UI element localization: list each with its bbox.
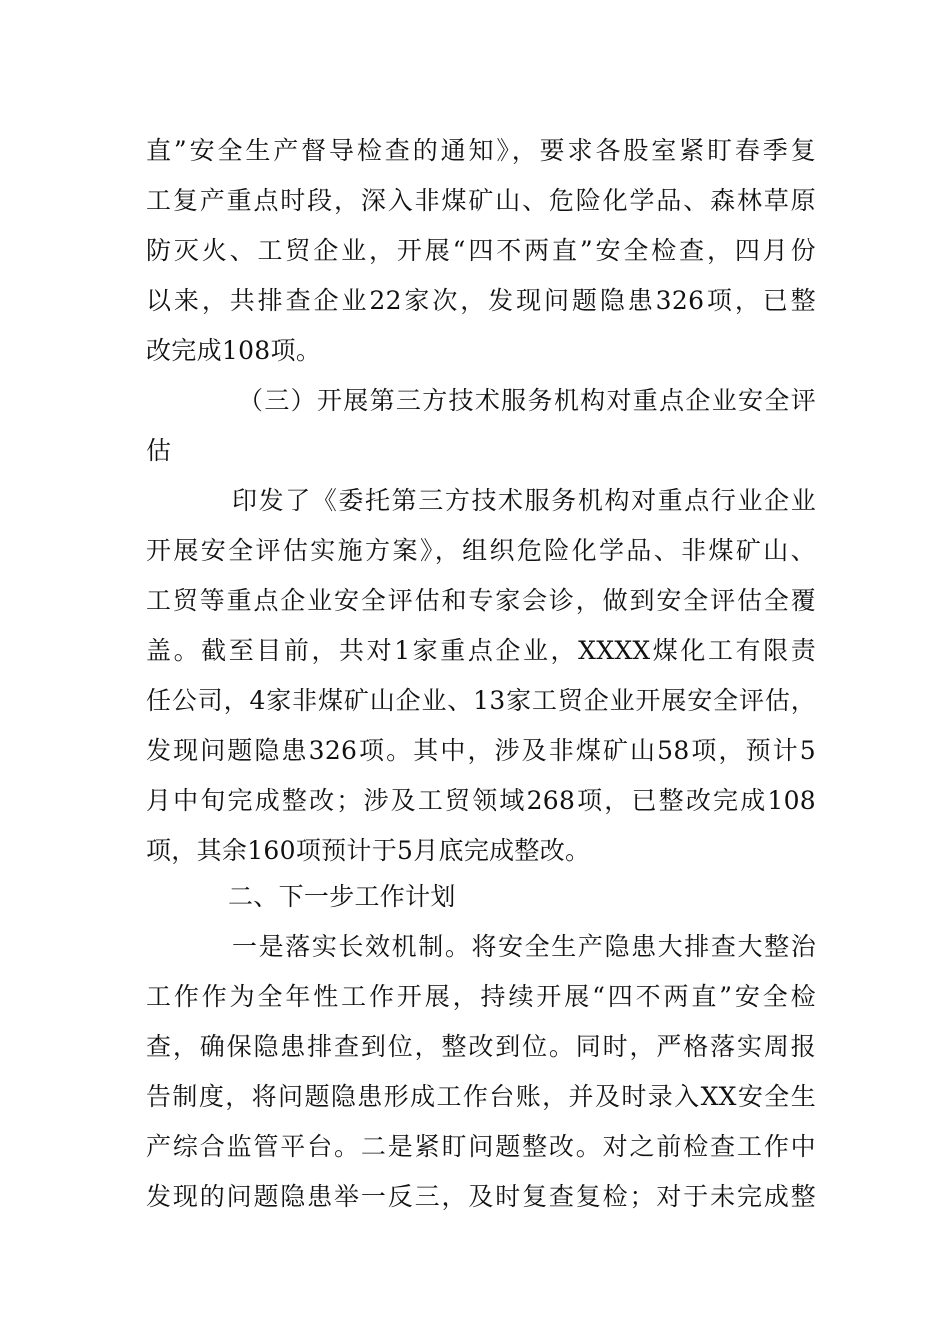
section-heading: 二、下一步工作计划 <box>228 882 456 911</box>
paragraph-line: 改完成108项。 <box>146 336 322 365</box>
paragraph-line: 告制度，将问题隐患形成工作台账，并及时录入XX安全生 <box>146 1082 816 1111</box>
paragraph-line: 直”安全生产督导检查的通知》，要求各股室紧盯春季复 <box>146 136 816 165</box>
paragraph-line: 产综合监管平台。二是紧盯问题整改。对之前检查工作中 <box>146 1132 816 1161</box>
paragraph-line: 项，其余160项预计于5月底完成整改。 <box>146 836 591 865</box>
paragraph-line: 一是落实长效机制。将安全生产隐患大排查大整治 <box>232 932 816 961</box>
paragraph-line: 工作作为全年性工作开展，持续开展“四不两直”安全检 <box>146 982 816 1011</box>
paragraph-line: 工贸等重点企业安全评估和专家会诊，做到安全评估全覆 <box>146 586 816 615</box>
paragraph-line: 开展安全评估实施方案》，组织危险化学品、非煤矿山、 <box>146 536 816 565</box>
paragraph-line: 以来，共排查企业22家次，发现问题隐患326项，已整 <box>146 286 816 315</box>
paragraph-line: 发现的问题隐患举一反三，及时复查复检；对于未完成整 <box>146 1182 816 1211</box>
paragraph-line: 工复产重点时段，深入非煤矿山、危险化学品、森林草原 <box>146 186 816 215</box>
paragraph-line: 查，确保隐患排查到位，整改到位。同时，严格落实周报 <box>146 1032 816 1061</box>
paragraph-line: 任公司，4家非煤矿山企业、13家工贸企业开展安全评估， <box>146 686 816 715</box>
section-heading: （三）开展第三方技术服务机构对重点企业安全评 <box>238 386 816 415</box>
paragraph-line: 防灭火、工贸企业，开展“四不两直”安全检查，四月份 <box>146 236 816 265</box>
paragraph-line: 盖。截至目前，共对1家重点企业，XXXX煤化工有限责 <box>146 636 816 665</box>
paragraph-line: 印发了《委托第三方技术服务机构对重点行业企业 <box>232 486 816 515</box>
section-heading-continued: 估 <box>146 436 172 465</box>
paragraph-line: 月中旬完成整改；涉及工贸领域268项，已整改完成108 <box>146 786 816 815</box>
paragraph-line: 发现问题隐患326项。其中，涉及非煤矿山58项，预计5 <box>146 736 816 765</box>
